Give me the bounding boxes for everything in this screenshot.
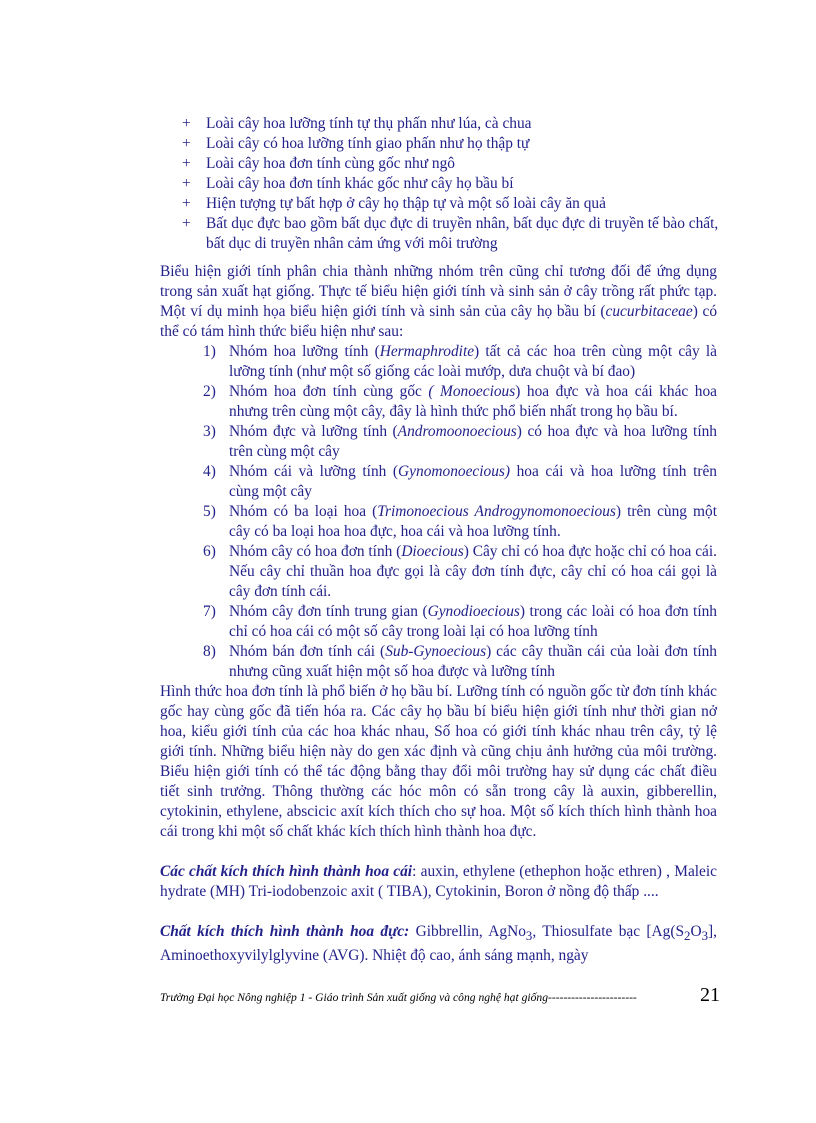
item-number: 6) xyxy=(203,543,216,560)
bullet-text: Bất dục đực bao gồm bất dục đực di truyền nhân, bất dục đực di truyền tế bào chất, bất dục di truyền nhân cảm ứng với môi trường xyxy=(206,215,719,252)
page-footer xyxy=(160,985,720,1008)
male-stimulants-label: Chất kích thích hình thành hoa đực: xyxy=(160,923,410,940)
item-number: 8) xyxy=(203,643,216,660)
footer-text: Trường Đại học Nông nghiệp 1 - Giáo trình Sản xuất giống và công nghệ hạt giống----------------------- xyxy=(160,991,637,1004)
bullet-mark: + xyxy=(182,175,191,192)
item-text: Nhóm đực và lưỡng tính (Andromoonoecious) có hoa đực và hoa lưỡng tính trên cùng một cây xyxy=(229,423,717,460)
bullet-mark: + xyxy=(182,115,191,132)
bullet-item xyxy=(182,154,722,174)
bullet-mark: + xyxy=(182,215,191,232)
item-number: 4) xyxy=(203,463,216,480)
item-text: Nhóm cái và lưỡng tính (Gynomonoecious) hoa cái và hoa lưỡng tính trên cùng một cây xyxy=(229,463,717,500)
list-item xyxy=(203,542,717,602)
female-stimulants-label: Các chất kích thích hình thành hoa cái xyxy=(160,863,413,880)
list-item xyxy=(203,502,717,542)
list-item xyxy=(203,382,717,422)
bullet-text: Loài cây hoa đơn tính cùng gốc như ngô xyxy=(206,155,455,172)
bullet-item xyxy=(182,134,722,154)
item-text: Nhóm có ba loại hoa (Trimonoecious Androgynomonoecious) trên cùng một cây có ba loại hoa hoa đực, hoa cái và hoa lưỡng tính. xyxy=(229,503,717,540)
item-text: Nhóm cây có hoa đơn tính (Dioecious) Cây chỉ có hoa đực hoặc chỉ có hoa cái. Nếu cây chỉ thuần hoa đực gọi là cây đơn tính đực, cây chỉ có hoa cái gọi là cây đơn tính cái. xyxy=(229,543,717,600)
item-text: Nhóm bán đơn tính cái (Sub-Gynoecious) các cây thuần cái của loài đơn tính nhưng cũng xuất hiện một số hoa được và lưỡng tính xyxy=(229,643,717,680)
item-number: 7) xyxy=(203,603,216,620)
bullet-text: Loài cây có hoa lưỡng tính giao phấn như họ thập tự xyxy=(206,135,530,152)
paragraph-text: : auxin, ethylene (ethephon hoặc ethren) , Maleic hydrate (MH) Tri-iodobenzoic axit ( TIBA), Cytokinin, Boron ở nồng độ thấp .... xyxy=(160,863,717,900)
bullet-item xyxy=(182,114,722,134)
male-stimulants-paragraph: Chất kích thích hình thành hoa đực: Gibbrellin, AgNo$_3$, Thiosulfate bạc [$Ag(S_2O_3]$, Aminoethoxyvilylglyvine (AVG). Nhiệt độ cao, ánh sáng mạnh, ngày xyxy=(160,923,717,965)
item-text: Nhóm hoa lưỡng tính (Hermaphrodite) tất cả các hoa trên cùng một cây là lưỡng tính (như một số giống các loài mướp, dưa chuột và bí đao) xyxy=(229,343,717,380)
intro-paragraph xyxy=(160,262,717,342)
item-text: Nhóm hoa đơn tính cùng gốc ( Monoecious) hoa đực và hoa cái khác hoa nhưng trên cùng một cây, đây là hình thức phổ biến nhất trong họ bầu bí. xyxy=(229,383,717,420)
latin-term: cucurbitaceae xyxy=(605,303,693,320)
list-item xyxy=(203,642,717,682)
item-number: 3) xyxy=(203,423,216,440)
page-number: 21 xyxy=(700,984,720,1006)
list-item xyxy=(203,342,717,382)
bullet-mark: + xyxy=(182,155,191,172)
bullet-item xyxy=(182,194,722,214)
female-stimulants-paragraph xyxy=(160,862,717,902)
bullet-text: Loài cây hoa lưỡng tính tự thụ phấn như lúa, cà chua xyxy=(206,115,532,132)
sex-expression-paragraph: Hình thức hoa đơn tính là phổ biến ở họ bầu bí. Lưỡng tính có nguồn gốc từ đơn tính khác gốc hay cùng gốc đã tiến hóa ra. Các cây họ bầu bí biểu hiện giới tính như thời gian nở hoa, kiểu giới tính của các hoa khác nhau, Số hoa có giới tính khác nhau trên cây, tỷ lệ giới tính. Những biểu hiện này do gen xác định và cũng chịu ảnh hưởng của môi trường. Biểu hiện giới tính có thể tác động bằng thay đổi môi trường hay sử dụng các chất điều tiết sinh trưởng. Thông thường các hóc môn có sẵn trong cây là auxin, gibberellin, cytokinin, ethylene, abscicic axít kích thích cho sự hoa. Một số kích thích hình thành hoa cái trong khi một số chất khác kích thích hình thành hoa đực. xyxy=(160,683,717,840)
bullet-text: Loài cây hoa đơn tính khác gốc như cây họ bầu bí xyxy=(206,175,514,192)
item-text: Nhóm cây đơn tính trung gian (Gynodioecious) trong các loài có hoa đơn tính chỉ có hoa cái có một số cây trong loài lại có hoa lưỡng tính xyxy=(229,603,717,640)
list-item xyxy=(203,602,717,642)
item-number: 1) xyxy=(203,343,216,360)
list-item xyxy=(203,462,717,502)
bullet-mark: + xyxy=(182,195,191,212)
bullet-item xyxy=(182,214,722,254)
list-item xyxy=(203,422,717,462)
bullet-list xyxy=(182,114,722,254)
paragraph-text: ) có thể có tám hình thức biểu hiện như sau: xyxy=(160,303,718,340)
bullet-text: Hiện tượng tự bất hợp ở cây họ thập tự và một số loài cây ăn quả xyxy=(206,195,606,212)
paragraph-text: Biểu hiện giới tính phân chia thành những nhóm trên cũng chỉ tương đối để ứng dụng trong sản xuất hạt giống. Thực tế biểu hiện giới tính và sinh sản ở cây trồng rất phức tạp. Một ví dụ minh họa biểu hiện giới tính và sinh sản của cây họ bầu bí ( xyxy=(160,263,717,320)
item-number: 2) xyxy=(203,383,216,400)
numbered-list xyxy=(203,342,717,682)
item-number: 5) xyxy=(203,503,216,520)
bullet-item xyxy=(182,174,722,194)
bullet-mark: + xyxy=(182,135,191,152)
